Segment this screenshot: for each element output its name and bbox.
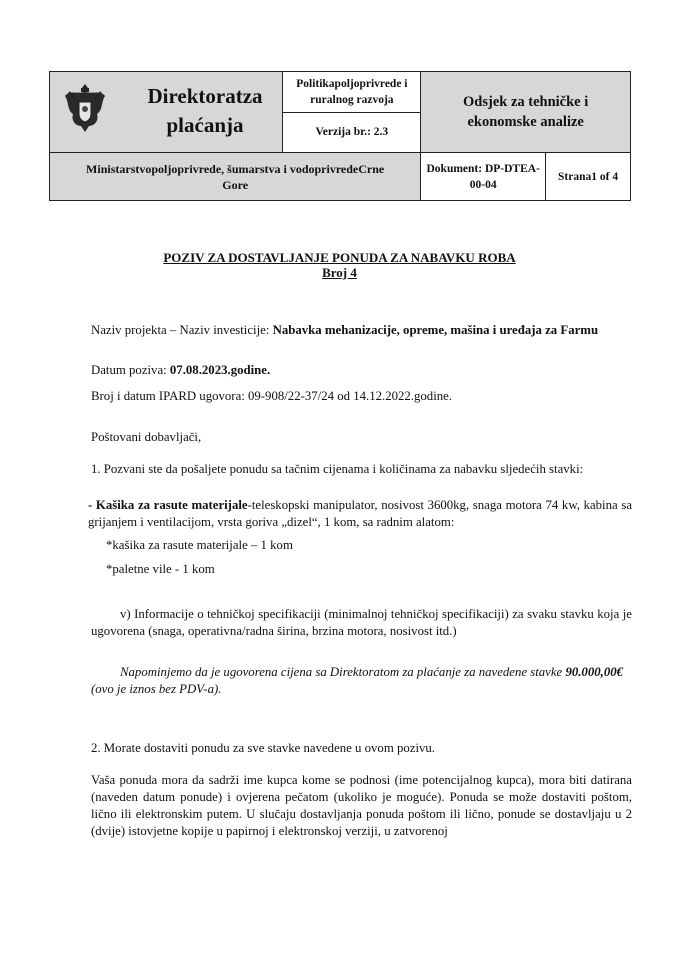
version-label: Verzija br.: 2.3 bbox=[315, 126, 389, 139]
ministry-line2: Gore bbox=[222, 177, 249, 192]
document-number-line1: Dokument: DP-DTEA- bbox=[426, 162, 540, 175]
project-paragraph bbox=[91, 322, 632, 339]
date-value: 07.08.2023.godine. bbox=[169, 363, 271, 377]
policy-line1: Politikapoljoprivrede i bbox=[296, 77, 408, 90]
page-number-cell bbox=[546, 153, 631, 201]
coat-of-arms-icon bbox=[63, 80, 107, 136]
department-line1: Odsjek za tehničke i bbox=[463, 94, 589, 110]
point-2: 2. Morate dostaviti ponudu za sve stavke navedene u ovom pozivu. bbox=[91, 741, 436, 755]
ipard-paragraph: Broj i datum IPARD ugovora: 09-908/22-37/24 od 14.12.2022.godine. bbox=[91, 389, 453, 403]
title-line2: Broj 4 bbox=[322, 265, 357, 280]
organization-name-line1: Direktoratza bbox=[147, 84, 263, 108]
document-title bbox=[0, 250, 679, 280]
project-value: Nabavka mehanizacije, opreme, mašina i uređaja za Farmu bbox=[272, 323, 599, 337]
page-number: Strana1 of 4 bbox=[558, 170, 619, 183]
price-note-text: Napominjemo da je ugovorena cijena sa Direktoratom za plaćanje za navedene stavke bbox=[120, 665, 566, 679]
directorate-cell bbox=[50, 72, 283, 153]
sub-item-1: *kašika za rasute materijale – 1 kom bbox=[106, 538, 293, 552]
price-amount: 90.000,00€ bbox=[565, 665, 624, 679]
point-1: 1. Pozvani ste da pošaljete ponudu sa tačnim cijenama i količinama za nabavku sljedećih stavki: bbox=[91, 462, 584, 476]
project-label: Naziv projekta – Naziv investicije: bbox=[91, 323, 273, 337]
department-cell bbox=[421, 72, 631, 153]
policy-cell bbox=[283, 72, 421, 113]
document-number-cell bbox=[421, 153, 546, 201]
price-note-tail: (ovo je iznos bez PDV-a). bbox=[91, 682, 222, 696]
version-cell bbox=[283, 112, 421, 153]
date-label: Datum poziva: bbox=[91, 363, 170, 377]
item-description: -teleskopski manipulator, nosivost 3600kg, snaga motora 74 kw, kabina sa grijanjem i ventilacijom, vrsta goriva „dizel“, 1 kom, sa radnim alatom: bbox=[88, 498, 632, 529]
policy-line2: ruralnog razvoja bbox=[310, 93, 394, 106]
technical-info-paragraph: v) Informacije o tehničkoj specifikaciji (minimalnoj tehničkoj specifikaciji) za svaku stavku koja je ugovorena (snaga, operativna/radna širina, brzina motora, nosivost itd.) bbox=[91, 607, 632, 638]
title-line1: POZIV ZA DOSTAVLJANJE PONUDA ZA NABAVKU ROBA bbox=[163, 250, 516, 265]
ministry-cell bbox=[50, 153, 421, 201]
date-paragraph bbox=[91, 362, 632, 379]
organization-name-line2: plaćanja bbox=[166, 113, 244, 137]
document-header-table bbox=[49, 71, 631, 201]
ministry-line1: Ministarstvopoljoprivrede, šumarstva i vodoprivredeCrne bbox=[86, 161, 385, 176]
submission-paragraph: Vaša ponuda mora da sadrži ime kupca kome se podnosi (ime potencijalnog kupca), mora biti datirana (naveden datum ponude) i ovjerena pečatom (ukoliko je moguće). Ponuda se može dostaviti poštom, lično ili elektronskim putem. U slučaju dostavljanja ponuda poštom ili lično, ponude se dostavljaju u 2 (dvije) istovjetne kopije u papirnoj i elektronskoj verziji, u zatvorenoj bbox=[91, 773, 632, 838]
item-paragraph bbox=[88, 497, 632, 531]
price-note bbox=[91, 664, 632, 698]
document-number-line2: 00-04 bbox=[469, 178, 497, 191]
greeting: Poštovani dobavljači, bbox=[91, 430, 202, 444]
department-line2: ekonomske analize bbox=[467, 114, 584, 130]
sub-item-2: *paletne vile - 1 kom bbox=[106, 562, 215, 576]
item-name: - Kašika za rasute materijale bbox=[88, 498, 248, 512]
